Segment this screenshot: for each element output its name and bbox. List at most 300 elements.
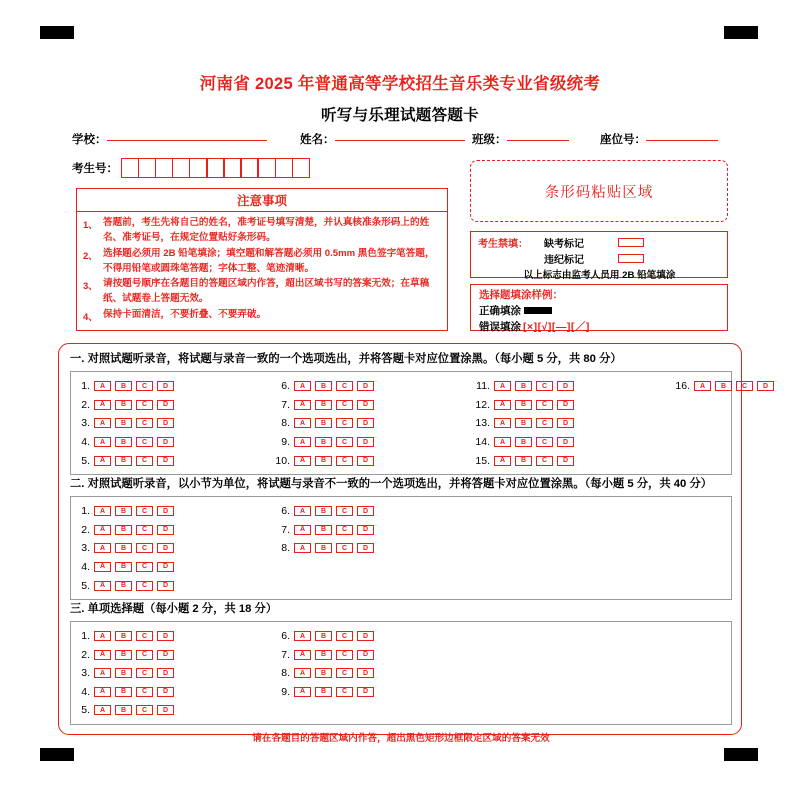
option-bubble-a[interactable]: A (694, 381, 711, 391)
student-id-box[interactable] (155, 158, 174, 178)
option-bubble-a[interactable]: A (294, 631, 311, 641)
correct-fill-label: 正确填涂 (479, 305, 521, 317)
option-bubble-c[interactable]: C (336, 543, 353, 553)
option-bubble-d[interactable]: D (157, 705, 174, 715)
option-bubbles (94, 705, 174, 715)
option-bubble-c[interactable]: C (136, 687, 153, 697)
option-bubbles (294, 506, 374, 516)
question-number: 1. (81, 630, 90, 643)
question-row (71, 451, 271, 470)
wrong-fill-row (479, 319, 719, 334)
question-row (71, 664, 271, 683)
option-bubble-b[interactable]: B (315, 668, 332, 678)
notice-item-text: 选择题必须用 2B 铅笔填涂；填空题和解答题必须用 0.5mm 黑色签字笔答题，不得用铅笔或圆珠笔答题；字体工整、笔迹清晰。 (103, 247, 435, 274)
option-bubble-c[interactable]: C (536, 418, 553, 428)
option-bubble-a[interactable]: A (94, 668, 111, 678)
option-bubble-d[interactable]: D (157, 562, 174, 572)
section-heading: 三. 单项选择题（每小题 2 分，共 18 分） (70, 602, 278, 615)
forbidden-key-label: 考生禁填： (478, 239, 528, 250)
option-bubble-d[interactable]: D (157, 668, 174, 678)
option-bubbles (294, 650, 374, 660)
student-id-box[interactable] (240, 158, 259, 178)
answer-grid-column (271, 627, 471, 720)
question-row (471, 396, 671, 415)
option-bubble-d[interactable]: D (157, 418, 174, 428)
option-bubble-c[interactable]: C (136, 506, 153, 516)
option-bubbles (94, 650, 174, 660)
option-bubble-b[interactable]: B (515, 437, 532, 447)
option-bubble-b[interactable]: B (115, 506, 132, 516)
option-bubble-c[interactable]: C (536, 400, 553, 410)
option-bubbles (94, 562, 174, 572)
option-bubble-c[interactable]: C (336, 525, 353, 535)
field-name[interactable]: 姓名： (300, 131, 465, 147)
option-bubble-c[interactable]: C (336, 631, 353, 641)
option-bubble-b[interactable]: B (115, 650, 132, 660)
absent-mark-bubble[interactable] (618, 238, 644, 247)
question-row (471, 433, 671, 452)
question-row (271, 683, 471, 702)
question-number: 2. (81, 398, 90, 411)
option-bubble-a[interactable]: A (94, 437, 111, 447)
option-bubble-d[interactable]: D (357, 525, 374, 535)
barcode-area-label: 条形码粘贴区域 (544, 184, 654, 201)
student-id-box[interactable] (172, 158, 191, 178)
question-row (71, 701, 271, 720)
option-bubble-c[interactable]: C (336, 381, 353, 391)
violation-mark-label: 违纪标记 (544, 255, 584, 266)
option-bubble-b[interactable]: B (515, 418, 532, 428)
student-id-row (72, 158, 310, 178)
absent-mark-row (478, 235, 721, 250)
option-bubble-c[interactable]: C (136, 631, 153, 641)
answer-grid (70, 371, 769, 475)
option-bubble-a[interactable]: A (494, 418, 511, 428)
option-bubbles (294, 418, 374, 428)
option-bubble-c[interactable]: C (136, 668, 153, 678)
option-bubble-d[interactable]: D (357, 456, 374, 466)
option-bubble-c[interactable]: C (136, 525, 153, 535)
notice-item-number: 1、 (83, 220, 98, 231)
option-bubble-c[interactable]: C (136, 562, 153, 572)
violation-mark-row (478, 251, 721, 266)
option-bubble-c[interactable]: C (336, 418, 353, 428)
question-row (471, 377, 671, 396)
option-bubbles (694, 381, 774, 391)
option-bubbles (94, 381, 174, 391)
question-row (71, 645, 271, 664)
question-number: 5. (81, 579, 90, 592)
option-bubble-d[interactable]: D (157, 506, 174, 516)
question-number: 4. (81, 436, 90, 449)
question-number: 3. (81, 667, 90, 680)
option-bubble-d[interactable]: D (157, 437, 174, 447)
option-bubble-b[interactable]: B (315, 506, 332, 516)
option-bubble-b[interactable]: B (115, 418, 132, 428)
option-bubble-d[interactable]: D (157, 400, 174, 410)
correct-fill-row (479, 303, 719, 318)
option-bubbles (294, 525, 374, 535)
question-row (271, 645, 471, 664)
student-id-box[interactable] (275, 158, 294, 178)
question-number: 8. (281, 417, 290, 430)
question-number: 4. (81, 560, 90, 573)
option-bubble-b[interactable]: B (315, 456, 332, 466)
option-bubble-d[interactable]: D (357, 543, 374, 553)
option-bubble-c[interactable]: C (336, 400, 353, 410)
question-row (71, 502, 271, 521)
page-subtitle: 听写与乐理试题答题卡 (320, 107, 479, 124)
option-bubbles (94, 631, 174, 641)
answer-grid (70, 496, 732, 600)
option-bubble-b[interactable]: B (115, 581, 132, 591)
option-bubble-a[interactable]: A (94, 525, 111, 535)
option-bubble-d[interactable]: D (557, 381, 574, 391)
answer-grid-column (671, 377, 800, 470)
student-id-box[interactable] (138, 158, 157, 178)
forbidden-note: 以上标志由监考人员用 2B 铅笔填涂 (523, 270, 676, 281)
question-number: 2. (81, 523, 90, 536)
option-bubble-a[interactable]: A (294, 418, 311, 428)
option-bubble-b[interactable]: B (115, 543, 132, 553)
question-number: 8. (281, 667, 290, 680)
fill-example-header: 选择题填涂样例： (479, 289, 563, 301)
answer-grid-column (71, 377, 271, 470)
question-row (271, 414, 471, 433)
option-bubble-a[interactable]: A (94, 631, 111, 641)
option-bubble-d[interactable]: D (157, 631, 174, 641)
option-bubble-a[interactable]: A (294, 506, 311, 516)
option-bubble-b[interactable]: B (115, 705, 132, 715)
option-bubble-d[interactable]: D (357, 668, 374, 678)
option-bubble-b[interactable]: B (315, 381, 332, 391)
option-bubble-a[interactable]: A (294, 650, 311, 660)
option-bubbles (294, 687, 374, 697)
option-bubble-c[interactable]: C (536, 437, 553, 447)
question-row (271, 377, 471, 396)
option-bubble-b[interactable]: B (115, 437, 132, 447)
question-number: 4. (81, 685, 90, 698)
question-row (271, 520, 471, 539)
option-bubble-b[interactable]: B (315, 400, 332, 410)
option-bubble-d[interactable]: D (557, 437, 574, 447)
question-row (271, 664, 471, 683)
option-bubble-b[interactable]: B (315, 418, 332, 428)
question-row (271, 627, 471, 646)
option-bubble-a[interactable]: A (94, 543, 111, 553)
section-heading: 一. 对照试题听录音，将试题与录音一致的一个选项选出，并将答题卡对应位置涂黑。（每小题 5 分，共 80 分） (70, 353, 622, 365)
option-bubbles (494, 418, 574, 428)
question-row (471, 414, 671, 433)
option-bubbles (494, 437, 574, 447)
barcode-paste-area (470, 160, 728, 222)
option-bubble-d[interactable]: D (357, 631, 374, 641)
question-number: 1. (81, 380, 90, 393)
question-number: 3. (81, 542, 90, 555)
option-bubble-a[interactable]: A (94, 381, 111, 391)
question-number: 8. (281, 542, 290, 555)
notice-item-number: 2、 (83, 250, 98, 262)
question-row (71, 539, 271, 558)
question-number: 1. (81, 505, 90, 518)
option-bubbles (494, 400, 574, 410)
option-bubble-d[interactable]: D (357, 437, 374, 447)
question-row (71, 576, 271, 595)
option-bubble-d[interactable]: D (557, 456, 574, 466)
option-bubble-d[interactable]: D (357, 650, 374, 660)
option-bubble-d[interactable]: D (157, 543, 174, 553)
student-id-box[interactable] (206, 158, 225, 178)
option-bubble-a[interactable]: A (294, 456, 311, 466)
option-bubbles (294, 400, 374, 410)
answer-grid-column (271, 502, 471, 595)
answer-sections-container (58, 343, 769, 744)
option-bubbles (94, 525, 174, 535)
option-bubble-a[interactable]: A (94, 456, 111, 466)
question-number: 5. (81, 454, 90, 467)
question-row (271, 502, 471, 521)
option-bubble-b[interactable]: B (515, 456, 532, 466)
option-bubble-c[interactable]: C (336, 650, 353, 660)
question-number: 14. (475, 436, 490, 449)
notice-item-text: 答题前，考生先将自己的姓名，准考证号填写清楚，并认真核准条形码上的姓名、准考证号，在规定位置贴好条形码。 (103, 217, 430, 243)
question-row (71, 377, 271, 396)
option-bubble-b[interactable]: B (115, 456, 132, 466)
page-title: 河南省 2025 年普通高等学校招生音乐类专业省级统考 (199, 75, 601, 93)
option-bubble-d[interactable]: D (357, 418, 374, 428)
option-bubbles (94, 668, 174, 678)
question-number: 11. (476, 380, 490, 393)
field-class[interactable]: 班级： (472, 131, 569, 147)
question-row (471, 451, 671, 470)
option-bubble-b[interactable]: B (515, 400, 532, 410)
notice-item (83, 277, 440, 307)
correct-fill-mark-icon (524, 307, 552, 314)
registration-mark-top-right (724, 26, 758, 39)
identity-field-row (72, 131, 732, 151)
student-id-box[interactable] (292, 158, 311, 178)
question-number: 9. (281, 685, 290, 698)
question-number: 9. (281, 436, 290, 449)
option-bubbles (94, 581, 174, 591)
answer-grid-column (71, 502, 271, 595)
question-row (271, 396, 471, 415)
option-bubbles (294, 456, 374, 466)
option-bubble-c[interactable]: C (336, 687, 353, 697)
question-number: 2. (81, 648, 90, 661)
answer-sections (70, 351, 769, 725)
question-row (271, 451, 471, 470)
notice-item (83, 247, 440, 277)
student-id-box[interactable] (223, 158, 242, 178)
option-bubble-c[interactable]: C (336, 506, 353, 516)
option-bubble-a[interactable]: A (94, 506, 111, 516)
option-bubble-d[interactable]: D (157, 687, 174, 697)
notice-item (83, 308, 440, 323)
option-bubble-c[interactable]: C (336, 668, 353, 678)
question-number: 6. (281, 630, 290, 643)
notice-header: 注意事项 (77, 189, 447, 212)
option-bubble-a[interactable]: A (94, 400, 111, 410)
option-bubble-c[interactable]: C (136, 543, 153, 553)
registration-mark-bottom-left (40, 748, 74, 761)
question-number: 7. (281, 648, 290, 661)
option-bubble-b[interactable]: B (315, 525, 332, 535)
answer-grid-column (271, 377, 471, 470)
registration-mark-top-left (40, 26, 74, 39)
question-number: 10. (275, 454, 290, 467)
option-bubble-c[interactable]: C (136, 437, 153, 447)
option-bubble-a[interactable]: A (294, 543, 311, 553)
option-bubble-d[interactable]: D (157, 525, 174, 535)
question-number: 3. (81, 417, 90, 430)
notice-item-text: 请按题号顺序在各题目的答题区域内作答，超出区域书写的答案无效；在草稿纸、试题卷上答题无效。 (103, 278, 430, 305)
option-bubble-a[interactable]: A (294, 525, 311, 535)
option-bubble-d[interactable]: D (757, 381, 774, 391)
option-bubbles (294, 668, 374, 678)
option-bubbles (294, 381, 374, 391)
option-bubble-b[interactable]: B (115, 668, 132, 678)
option-bubble-c[interactable]: C (336, 456, 353, 466)
option-bubble-c[interactable]: C (336, 437, 353, 447)
option-bubble-b[interactable]: B (115, 381, 132, 391)
option-bubbles (494, 456, 574, 466)
field-school[interactable]: 学校： (72, 131, 267, 147)
option-bubble-a[interactable]: A (94, 418, 111, 428)
option-bubble-d[interactable]: D (157, 581, 174, 591)
notice-item-number: 3、 (83, 281, 98, 293)
option-bubble-d[interactable]: D (357, 506, 374, 516)
option-bubble-a[interactable]: A (294, 687, 311, 697)
option-bubble-b[interactable]: B (115, 687, 132, 697)
option-bubble-c[interactable]: C (136, 456, 153, 466)
option-bubble-a[interactable]: A (94, 581, 111, 591)
option-bubble-b[interactable]: B (715, 381, 732, 391)
option-bubbles (494, 381, 574, 391)
wrong-fill-marks-icon: [×][√][—][／] (523, 321, 590, 333)
option-bubble-d[interactable]: D (557, 418, 574, 428)
option-bubble-c[interactable]: C (536, 456, 553, 466)
option-bubble-b[interactable]: B (315, 650, 332, 660)
option-bubble-c[interactable]: C (536, 381, 553, 391)
question-number: 12. (475, 398, 490, 411)
notice-item-text: 保持卡面清洁，不要折叠、不要弄破。 (103, 309, 267, 321)
student-id-box[interactable] (189, 158, 208, 178)
option-bubble-a[interactable]: A (94, 687, 111, 697)
question-number: 13. (475, 417, 490, 430)
question-number: 5. (81, 704, 90, 717)
violation-mark-bubble[interactable] (618, 254, 644, 263)
question-row (71, 558, 271, 577)
notice-box (76, 188, 448, 331)
question-number: 7. (281, 523, 290, 536)
answer-grid-column (71, 627, 271, 720)
option-bubble-a[interactable]: A (494, 400, 511, 410)
option-bubble-b[interactable]: B (115, 525, 132, 535)
option-bubbles (94, 456, 174, 466)
option-bubble-a[interactable]: A (494, 456, 511, 466)
notice-list (77, 212, 447, 323)
registration-mark-bottom-right (724, 748, 758, 761)
option-bubble-d[interactable]: D (157, 381, 174, 391)
option-bubble-b[interactable]: B (315, 687, 332, 697)
option-bubbles (94, 400, 174, 410)
section-heading: 二. 对照试题听录音，以小节为单位，将试题与录音不一致的一个选项选出，并将答题卡对应位置涂黑。（每小题 5 分，共 40 分） (70, 477, 713, 490)
option-bubble-c[interactable]: C (136, 400, 153, 410)
option-bubble-d[interactable]: D (357, 400, 374, 410)
question-row (71, 433, 271, 452)
option-bubble-d[interactable]: D (357, 381, 374, 391)
wrong-fill-label: 错误填涂 (479, 321, 521, 333)
option-bubble-c[interactable]: C (136, 581, 153, 591)
option-bubble-c[interactable]: C (136, 650, 153, 660)
option-bubble-c[interactable]: C (736, 381, 753, 391)
footer-note: 请在各题目的答题区域内作答，超出黑色矩形边框限定区域的答案无效 (252, 732, 550, 744)
question-row (271, 433, 471, 452)
option-bubble-a[interactable]: A (94, 562, 111, 572)
option-bubble-a[interactable]: A (294, 381, 311, 391)
option-bubble-d[interactable]: D (357, 687, 374, 697)
question-row (71, 520, 271, 539)
notice-item-number: 4、 (83, 312, 98, 324)
option-bubble-a[interactable]: A (294, 437, 311, 447)
option-bubble-b[interactable]: B (515, 381, 532, 391)
option-bubbles (294, 631, 374, 641)
option-bubbles (294, 437, 374, 447)
question-row (71, 414, 271, 433)
option-bubble-c[interactable]: C (136, 381, 153, 391)
option-bubble-d[interactable]: D (157, 456, 174, 466)
student-id-box[interactable] (121, 158, 140, 178)
option-bubble-d[interactable]: D (557, 400, 574, 410)
option-bubbles (94, 418, 174, 428)
option-bubble-b[interactable]: B (315, 543, 332, 553)
student-id-boxes[interactable] (122, 158, 310, 178)
option-bubbles (94, 506, 174, 516)
option-bubble-a[interactable]: A (494, 437, 511, 447)
question-row (71, 627, 271, 646)
forbidden-marks-box (470, 231, 728, 281)
option-bubble-a[interactable]: A (94, 650, 111, 660)
option-bubble-d[interactable]: D (157, 650, 174, 660)
student-id-label: 考生号： (72, 163, 118, 175)
question-number: 15. (475, 454, 490, 467)
option-bubble-b[interactable]: B (115, 400, 132, 410)
option-bubble-b[interactable]: B (315, 631, 332, 641)
question-number: 6. (281, 380, 290, 393)
option-bubble-a[interactable]: A (294, 400, 311, 410)
option-bubble-b[interactable]: B (115, 631, 132, 641)
question-row (71, 683, 271, 702)
option-bubble-a[interactable]: A (294, 668, 311, 678)
option-bubble-b[interactable]: B (115, 562, 132, 572)
field-seat-number[interactable]: 座位号： (600, 131, 718, 147)
option-bubble-c[interactable]: C (136, 705, 153, 715)
option-bubble-b[interactable]: B (315, 437, 332, 447)
question-number: 16. (675, 380, 690, 393)
option-bubble-a[interactable]: A (494, 381, 511, 391)
option-bubble-a[interactable]: A (94, 705, 111, 715)
option-bubble-c[interactable]: C (136, 418, 153, 428)
option-bubbles (294, 543, 374, 553)
question-row (671, 377, 800, 396)
question-row (71, 396, 271, 415)
student-id-box[interactable] (257, 158, 276, 178)
question-number: 6. (281, 505, 290, 518)
answer-grid-column (471, 377, 671, 470)
fill-example-box (470, 284, 728, 331)
option-bubbles (94, 687, 174, 697)
